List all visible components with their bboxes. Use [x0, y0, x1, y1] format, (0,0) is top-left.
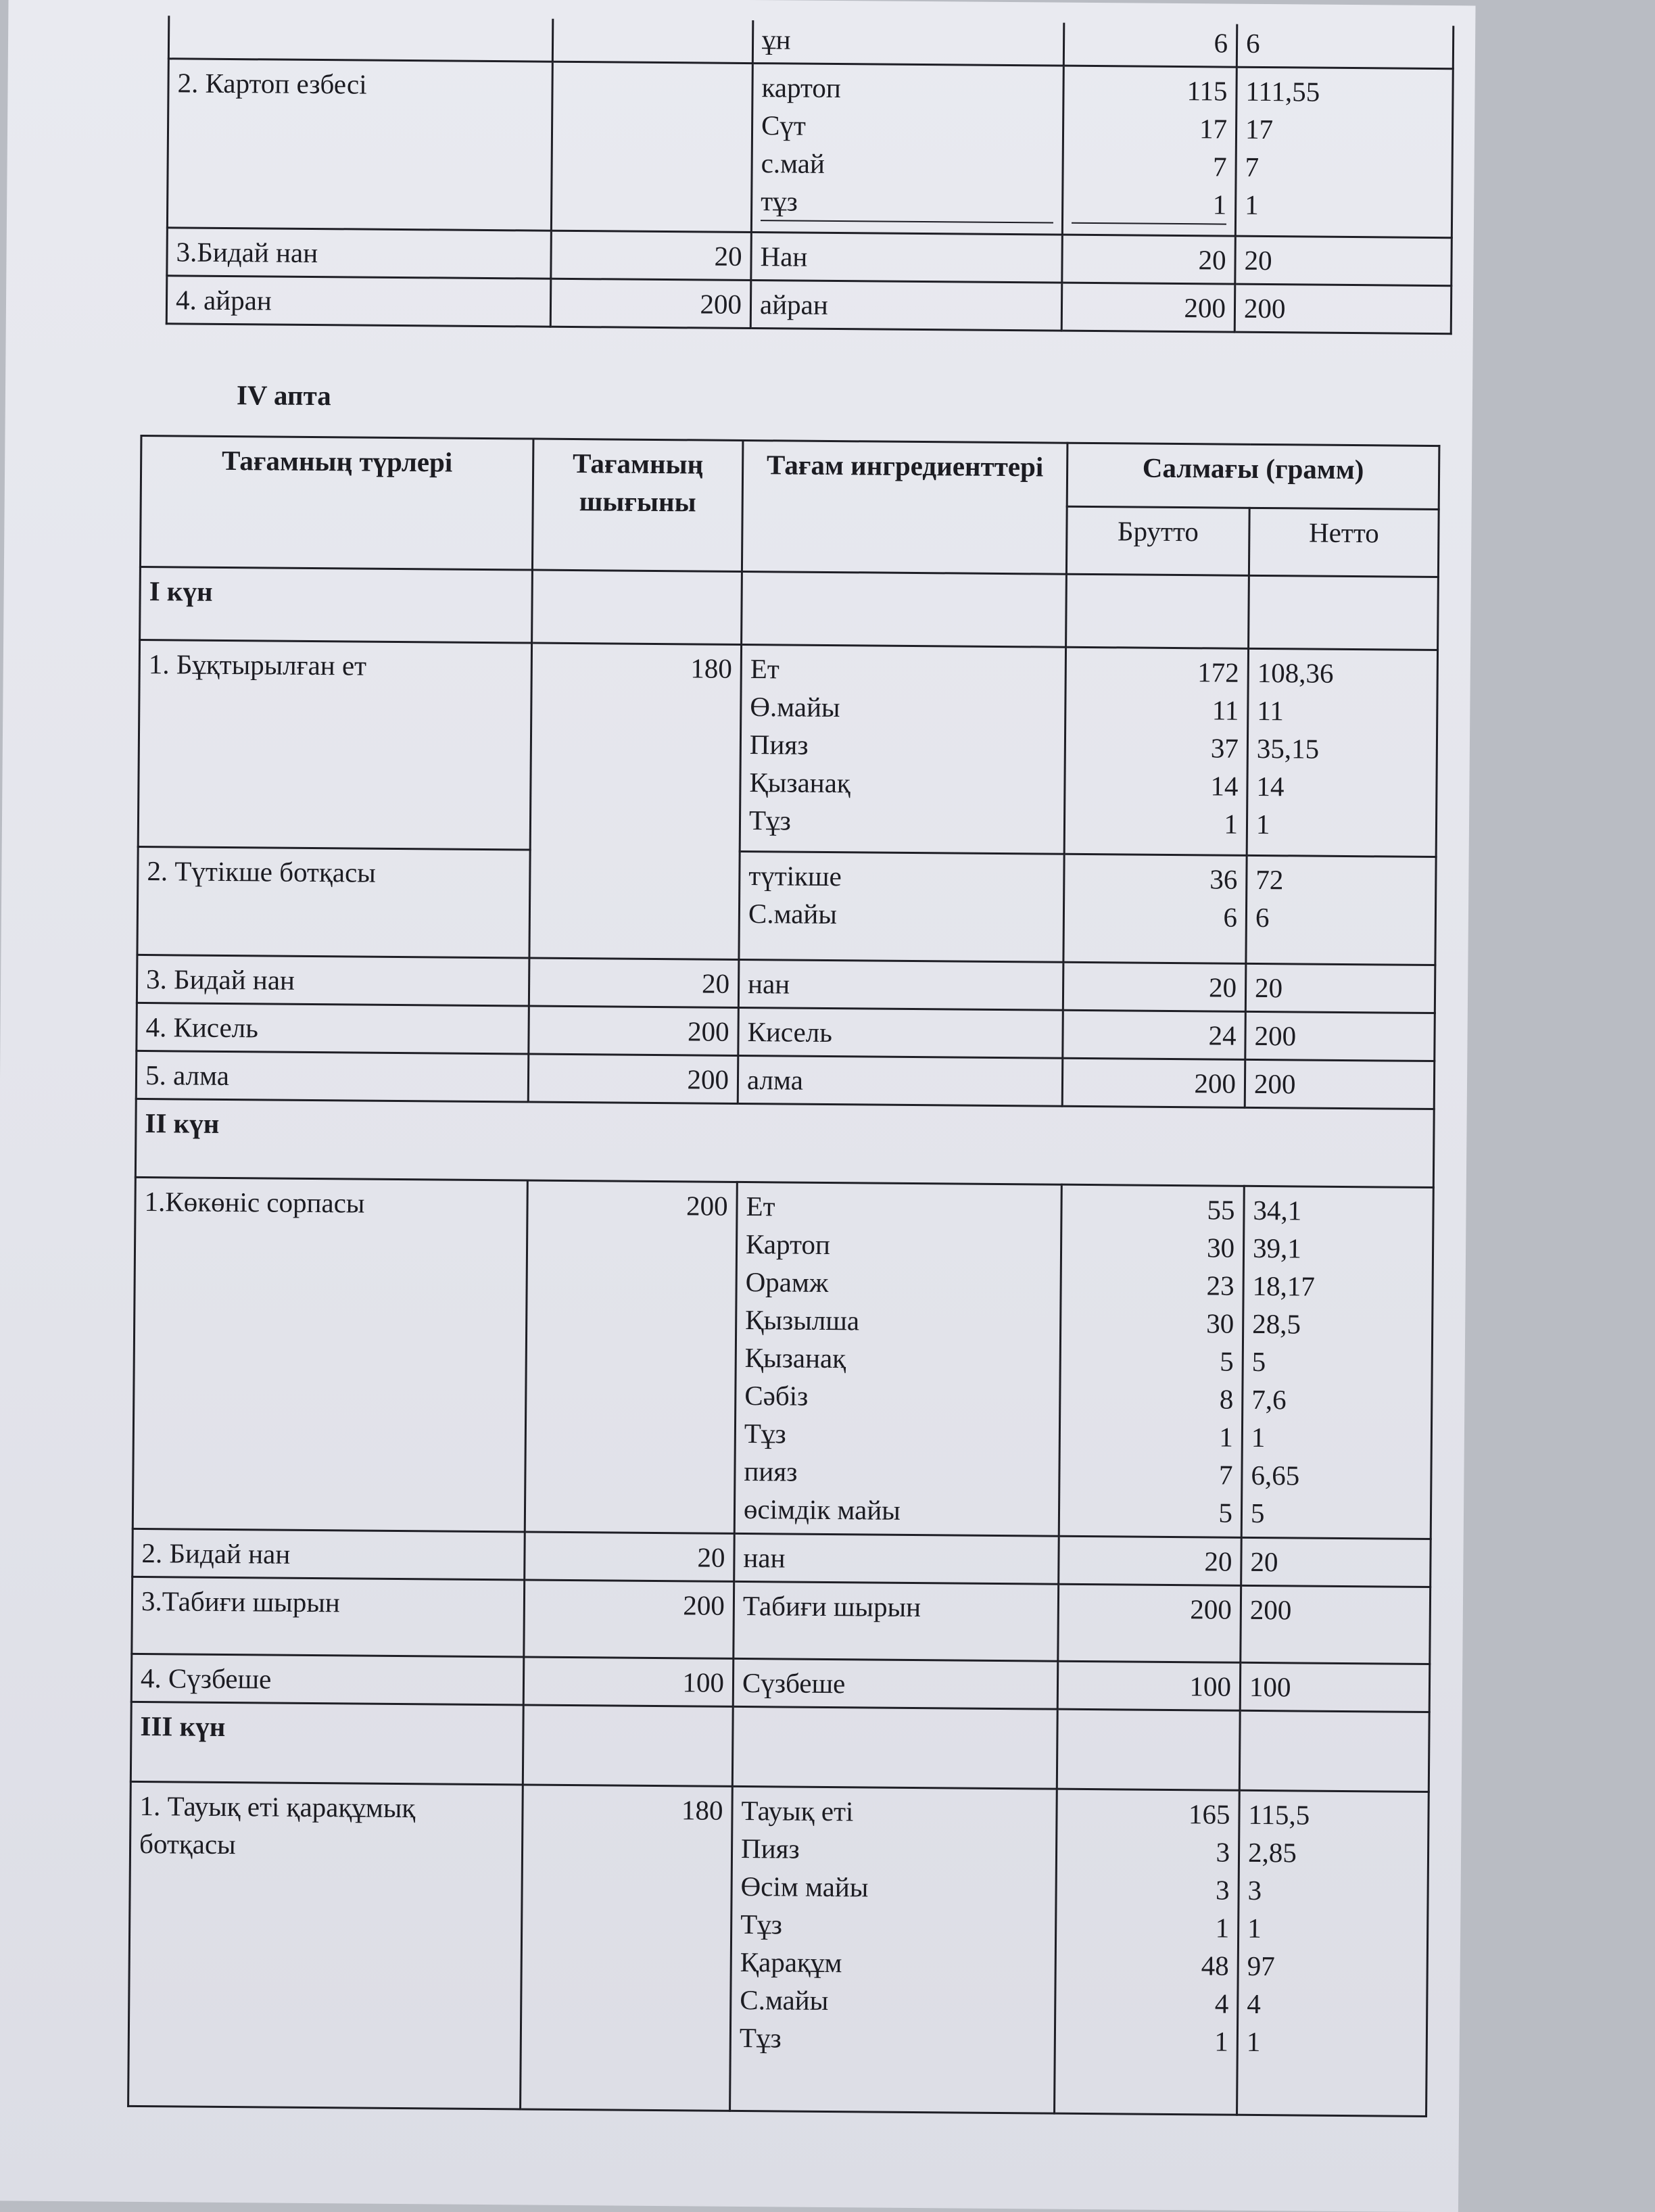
brutto-values	[1062, 66, 1237, 236]
brutto-value: 37	[1210, 732, 1239, 764]
brutto-value: 20	[1062, 235, 1236, 284]
brutto-value: 172	[1197, 656, 1239, 688]
netto-value: 72	[1255, 863, 1284, 896]
netto-value: 115,5	[1248, 1798, 1310, 1831]
netto-value: 100	[1240, 1662, 1430, 1712]
netto-value: 20	[1245, 963, 1435, 1013]
table-cell	[552, 19, 752, 64]
netto-values	[1241, 1186, 1433, 1539]
netto-value: 1	[1251, 1421, 1266, 1453]
dish-output: 200	[524, 1580, 734, 1658]
ingredient: Сәбіз	[744, 1380, 809, 1412]
table-cell: 6	[1063, 23, 1237, 68]
dish-ingredients	[740, 644, 1065, 854]
brutto-value: 5	[1218, 1497, 1233, 1529]
brutto-value: 20	[1059, 1536, 1242, 1585]
ingredient: С.майы	[748, 898, 838, 930]
ingredient: Картоп	[745, 1228, 831, 1261]
day-label: I күн	[140, 567, 533, 643]
column-header-netto: Нетто	[1249, 508, 1439, 577]
netto-value: 20	[1235, 236, 1452, 286]
table-cell: 6	[1237, 24, 1453, 69]
table-row	[137, 846, 1436, 965]
column-header-ingredients: Тағам ингредиенттері	[742, 440, 1068, 574]
netto-value: 200	[1245, 1011, 1435, 1061]
netto-values	[1246, 855, 1436, 965]
table-cell: ұн	[752, 20, 1063, 66]
header-row	[141, 435, 1439, 509]
table-row	[133, 1177, 1433, 1539]
ingredient: с.май	[761, 147, 825, 179]
netto-value: 200	[1241, 1585, 1431, 1664]
dish-output: 20	[551, 231, 752, 280]
dish-name: 4. Сүзбеше	[131, 1654, 524, 1705]
column-header-dish: Тағамның түрлері	[140, 435, 533, 570]
table-cell	[732, 1706, 1057, 1789]
ingredient: картоп	[761, 72, 842, 104]
week-title: IV апта	[236, 379, 331, 412]
ingredient: Тұз	[748, 804, 791, 836]
ingredient: алма	[738, 1055, 1063, 1106]
dish-name: 5. алма	[136, 1051, 529, 1102]
table-cell	[532, 570, 742, 644]
dish-name: 1. Тауық еті қарақұмық ботқасы	[128, 1781, 523, 2109]
ingredient: Қарақұм	[740, 1946, 842, 1979]
netto-value: 200	[1234, 284, 1452, 334]
table-cell	[523, 1705, 733, 1786]
netto-value: 39,1	[1252, 1232, 1302, 1264]
dish-output: 200	[528, 1054, 738, 1103]
ingredient: нан	[738, 959, 1063, 1010]
ingredient: Қызанақ	[749, 767, 851, 799]
netto-values	[1235, 67, 1453, 238]
table-cell	[168, 16, 552, 62]
netto-value: 111,55	[1245, 75, 1320, 107]
dish-name: 2. Картоп езбесі	[167, 59, 552, 231]
netto-value: 1	[1255, 808, 1270, 840]
dish-name: 3. Бидай нан	[137, 955, 529, 1006]
brutto-value: 30	[1206, 1232, 1235, 1264]
table-row	[132, 1577, 1431, 1664]
table-row	[128, 1781, 1429, 2116]
netto-value: 200	[1245, 1059, 1435, 1109]
brutto-value: 11	[1212, 694, 1239, 726]
dish-output: 200	[550, 279, 751, 328]
dish-name: 2. Түтікше ботқасы	[137, 846, 530, 958]
netto-value: 11	[1257, 694, 1284, 727]
netto-value: 2,85	[1247, 1836, 1297, 1869]
ingredient: нан	[734, 1533, 1059, 1584]
brutto-value: 14	[1210, 770, 1239, 802]
brutto-value: 1	[1214, 2025, 1229, 2057]
dish-name: 4. айран	[166, 276, 551, 327]
brutto-value: 1	[1072, 185, 1226, 225]
brutto-values	[1059, 1184, 1244, 1537]
ingredient: Орамж	[745, 1266, 829, 1298]
ingredient: айран	[750, 281, 1062, 331]
netto-value: 5	[1251, 1345, 1266, 1378]
netto-value: 7	[1245, 151, 1260, 183]
dish-output: 200	[529, 1006, 739, 1055]
brutto-value: 1	[1215, 1912, 1230, 1944]
brutto-value: 5	[1220, 1345, 1234, 1377]
dish-ingredients	[751, 64, 1063, 235]
dish-name: 4. Кисель	[137, 1003, 529, 1054]
dish-output: 20	[525, 1532, 735, 1581]
brutto-values	[1064, 647, 1248, 855]
netto-value: 18,17	[1252, 1270, 1316, 1302]
table-cell	[742, 571, 1067, 647]
brutto-values	[1063, 854, 1247, 963]
brutto-value: 100	[1057, 1661, 1241, 1710]
brutto-value: 200	[1062, 1058, 1245, 1107]
day-label: III күн	[130, 1702, 523, 1785]
brutto-value: 8	[1219, 1383, 1234, 1415]
ingredient: Қызылша	[745, 1304, 860, 1337]
brutto-value: 30	[1206, 1307, 1234, 1339]
netto-value: 35,15	[1256, 732, 1320, 765]
netto-value: 3	[1247, 1874, 1262, 1906]
dish-name: 1. Бұқтырылған ет	[138, 640, 531, 850]
ingredient: С.майы	[740, 1983, 829, 2017]
brutto-value: 115	[1186, 75, 1228, 107]
brutto-value: 55	[1207, 1194, 1235, 1226]
dish-output: 180	[521, 1785, 733, 2111]
dish-output: 20	[529, 958, 739, 1007]
brutto-value: 48	[1201, 1950, 1229, 1981]
ingredient: Нан	[751, 233, 1063, 283]
netto-value: 4	[1247, 1988, 1261, 2020]
ingredient: Кисель	[738, 1007, 1063, 1058]
dish-ingredients	[739, 851, 1064, 962]
table-row	[138, 640, 1437, 857]
netto-value: 28,5	[1252, 1307, 1301, 1340]
table-row	[166, 276, 1451, 334]
brutto-value: 200	[1058, 1584, 1241, 1662]
dish-output	[551, 62, 752, 232]
ingredient: Тұз	[740, 1908, 783, 1940]
table-cell	[1239, 1710, 1429, 1792]
netto-value: 20	[1241, 1537, 1431, 1587]
ingredient: Пияз	[749, 729, 809, 761]
brutto-value: 200	[1061, 283, 1235, 332]
previous-menu-table	[166, 16, 1455, 335]
ingredient: Пияз	[740, 1833, 800, 1865]
brutto-value: 36	[1209, 863, 1238, 895]
brutto-value: 3	[1215, 1874, 1230, 1906]
brutto-value: 1	[1219, 1421, 1234, 1453]
ingredient: Ет	[746, 1191, 775, 1222]
dish-ingredients	[730, 1786, 1057, 2113]
netto-value: 1	[1247, 1912, 1262, 1944]
dish-name: 2. Бидай нан	[133, 1529, 525, 1580]
column-header-brutto: Брутто	[1066, 506, 1249, 575]
ingredient: пияз	[744, 1456, 798, 1487]
netto-value: 1	[1246, 2025, 1261, 2058]
ingredient: Тауық еті	[741, 1795, 854, 1827]
brutto-value: 3	[1216, 1836, 1230, 1868]
brutto-value: 20	[1063, 962, 1246, 1011]
brutto-value: 165	[1188, 1798, 1230, 1830]
netto-value: 97	[1247, 1950, 1275, 1982]
brutto-values	[1055, 1789, 1240, 2115]
brutto-value: 4	[1214, 1988, 1229, 2019]
ingredient: тұз	[761, 182, 1053, 223]
brutto-value: 1	[1224, 808, 1239, 840]
ingredient: Табиғи шырын	[734, 1581, 1059, 1661]
ingredient: Ет	[750, 653, 779, 685]
day-row	[135, 1099, 1434, 1187]
week-menu-table	[127, 435, 1440, 2117]
column-header-output: Тағамның шығыны	[532, 439, 743, 571]
netto-value: 34,1	[1253, 1194, 1302, 1226]
dish-output: 200	[525, 1180, 737, 1533]
netto-value: 14	[1256, 770, 1285, 802]
brutto-value: 7	[1212, 151, 1227, 183]
dish-output: 180	[529, 643, 742, 959]
dish-name: 1.Көкөніс сорпасы	[133, 1177, 527, 1532]
ingredient: Сүзбеше	[733, 1658, 1058, 1709]
netto-value: 108,36	[1257, 656, 1334, 689]
table-cell	[1057, 1709, 1240, 1790]
netto-value: 1	[1245, 189, 1259, 220]
netto-value: 17	[1245, 113, 1274, 145]
brutto-value: 23	[1206, 1270, 1234, 1301]
day-row	[140, 567, 1439, 650]
dish-name: 3.Табиғи шырын	[132, 1577, 525, 1657]
brutto-value: 24	[1063, 1010, 1246, 1059]
dish-output: 100	[523, 1657, 734, 1706]
ingredient: өсімдік майы	[743, 1493, 901, 1526]
netto-value: 6,65	[1251, 1459, 1300, 1491]
netto-values	[1247, 648, 1437, 857]
netto-value: 6	[1255, 901, 1270, 934]
brutto-value: 7	[1218, 1459, 1233, 1491]
day-row	[130, 1702, 1429, 1792]
day-label: II күн	[135, 1099, 1434, 1187]
ingredient: Сүт	[761, 110, 807, 141]
table-row	[167, 59, 1453, 238]
brutto-value: 6	[1223, 901, 1238, 933]
netto-values	[1237, 1790, 1429, 2116]
ingredient: Тұз	[744, 1418, 786, 1449]
table-cell	[1066, 574, 1249, 648]
ingredient: Ө.майы	[750, 691, 840, 723]
table-cell	[1249, 575, 1439, 650]
dish-name: 3.Бидай нан	[167, 228, 552, 279]
dish-ingredients	[734, 1182, 1061, 1536]
column-header-weight: Салмағы (грамм)	[1067, 443, 1439, 509]
ingredient: Өсім майы	[740, 1871, 869, 1903]
netto-value: 5	[1250, 1497, 1265, 1529]
brutto-value: 17	[1199, 113, 1228, 145]
netto-value: 7,6	[1251, 1383, 1287, 1416]
ingredient: Қызанақ	[744, 1342, 846, 1374]
ingredient: түтікше	[748, 860, 842, 892]
ingredient: Тұз	[739, 2021, 782, 2054]
